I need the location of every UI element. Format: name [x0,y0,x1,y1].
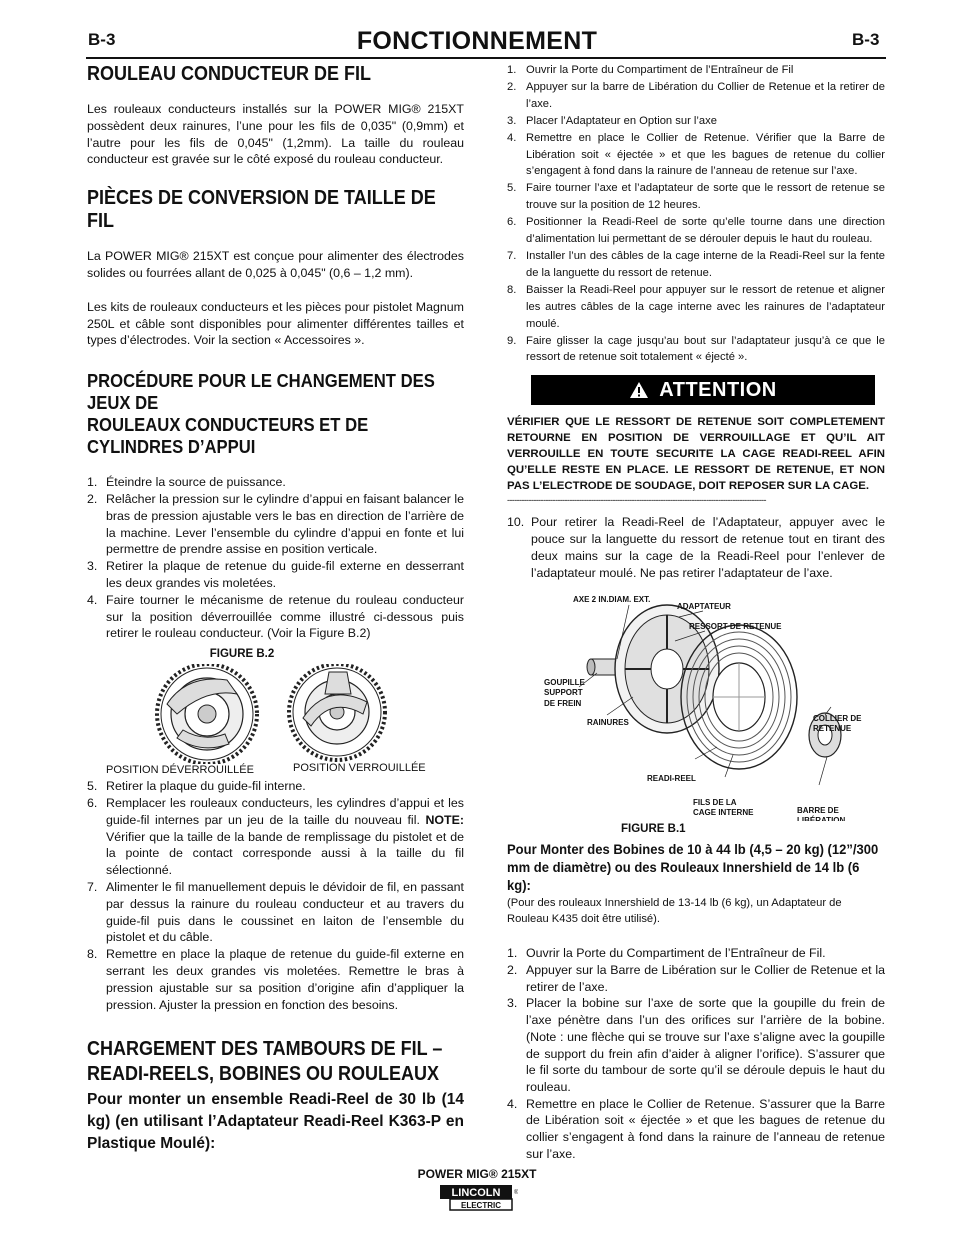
list-item [87,592,464,642]
list-item [507,130,885,181]
logo-registered-mark: ® [514,1190,518,1196]
procedure-steps-a [87,474,464,642]
step-text: Faire glisser la cage jusqu’au bout sur l’adaptateur jusqu’à ce que le ressort de retenue soit totalement « éjecté ». [526,334,885,364]
list-item [87,946,464,1013]
list-item [87,879,464,946]
figure-b2-label-locked: POSITION VERROUILLÉE [293,762,426,775]
warning-divider: ------------------------------------------------------------------------------------------------------------ [507,495,766,506]
section-title-chargement-line1: CHARGEMENT DES TAMBOURS DE FIL – [87,1038,443,1061]
step-text: Ouvrir la Porte du Compartiment de l’Entraîneur de Fil. [526,946,826,961]
list-item [87,558,464,592]
step-text: Faire tourner l’axe et l’adaptateur de sorte que le ressort de retenue se trouve sur la position de 12 heures. [526,182,885,212]
step-text: Ouvrir la Porte du Compartiment de l’Entraîneur de Fil [526,64,794,76]
right-column [507,60,885,1162]
readi-reel-diagram [507,587,885,821]
list-item [507,113,885,130]
label-adaptateur: ADAPTATEUR [677,602,731,612]
section-title-procedure-line2: ROULEAUX CONDUCTEURS ET DE CYLINDRES D’APPUI [87,414,369,458]
list-item [507,248,885,282]
attention-label: ATTENTION [659,378,777,401]
attention-banner [531,375,875,405]
step-text: Faire tourner le mécanisme de retenue du rouleau conducteur sur la position déverrouillée comme illustré ci-dessous puis retirer le rouleau conducteur. (Voir la Figure B.2) [106,592,464,641]
step-number: 7. [87,879,98,894]
section-title-procedure [87,370,465,458]
section-title-chargement [87,1037,463,1087]
step-text: Placer la bobine sur l’axe de sorte que la goupille du frein de l’axe pénètre dans l’un des orifices sur l’arrière de la bobine. (Note : une flèche qui se trouve sur l’axe s’aligne avec la goupille de support du frein afin d’aider à aligner l’orifice). S’assurer que le fil sorte du tambour de sorte qu’il se déroule depuis le haut du rouleau. [526,996,885,1094]
step-text-post: Vérifier que la taille de la bande de remplissage du pistolet et de la pointe de contact corresponde aussi à la taille du fil sélectionné. [106,829,464,878]
section-title-rouleau: ROULEAU CONDUCTEUR DE FIL [87,63,371,85]
step-number: 2. [507,80,517,93]
step-number: 8. [87,947,98,962]
paragraph-innershield-note: (Pour des rouleaux Innershield de 13-14 lb (6 kg), un Adaptateur de Rouleau K435 doit être utilisé). [507,897,842,926]
label-goupille-3: DE FREIN [544,699,582,709]
step-number: 3. [507,114,517,127]
step-text: Appuyer sur la Barre de Libération sur le Collier de Retenue et la retirer de l’axe. [526,962,885,994]
step-number: 4. [507,131,517,144]
warning-text: VÉRIFIER QUE LE RESSORT DE RETENUE SOIT COMPLETEMENT RETOURNE EN POSITION DE VERROUILLAGE ET QU’IL AIT VERROUILLE EN TOUTE SECURITE LA CAGE READI-REEL AFIN QU’ELLE RESTE EN PLACE. LE RESSORT DE RETENUE, ET NON PAS L’ELECTRODE DE SOUDAGE, DOIT REPOSER SUR LA CAGE. [507,416,885,492]
readi-reel-steps [507,62,885,366]
page-number-left: B-3 [88,30,116,49]
step-text: Positionner la Readi-Reel de sorte qu’elle tourne dans une direction d’alimentation lui permettant de se dérouler depuis le haut du rouleau. [526,216,885,246]
label-readi-reel: READI-REEL [647,774,696,784]
step-number: 1. [87,475,98,490]
step-text: Retirer la plaque de retenue du guide-fil externe en desserrant les deux grandes vis moletées. [106,559,464,590]
list-item [507,995,885,1095]
step-text: Relâcher la pression sur le cylindre d’appui en faisant balancer le bras de pression ajustable vers le bas en direction de l’arrière de la machine. Lever l’ensemble du cylindre d’appui en fonte et lui permettre de prendre assise en position verticale. [106,491,464,557]
warning-triangle-icon [629,381,649,399]
step-number: 9. [507,334,517,347]
label-rainures: RAINURES [587,718,629,728]
section-title-chargement-line2: READI-REELS, BOBINES OU ROULEAUX [87,1063,440,1086]
list-item [507,962,885,995]
step-number: 5. [507,182,517,195]
step-text: Alimenter le fil manuellement depuis le dévidoir de fil, en passant par dessus la rainure du rouleau conducteur et au travers du guide-fil puis dans le coussinet en laiton de l’ensemble du pistolet et du câble. [106,879,464,945]
logo-text-electric: ELECTRIC [461,1201,501,1210]
label-collier-2: RETENUE [813,724,852,734]
list-item [507,62,885,79]
step-number: 2. [507,962,518,977]
step-number: 1. [507,64,517,76]
list-item [507,514,885,581]
step-text: Remettre en place le Collier de Retenue. S’assurer que la Barre de Libération soit « éjectée » et que les bagues de retenue du collier s’engagent à fond dans la rainure de l’anneau de retenue sur l’axe. [526,1096,885,1161]
label-axe: AXE 2 IN.DIAM. EXT. [573,595,651,605]
step-number: 7. [507,249,517,262]
step-number: 10. [507,515,525,530]
step-text: Installer l’un des câbles de la cage interne de la Readi-Reel sur la fente de la languette du ressort de retenue. [526,249,885,279]
step-number: 6. [87,795,98,810]
list-item [507,1096,885,1163]
step-text-pre: Remplacer les rouleaux conducteurs, les cylindres d’appui et les guide-fil internes par un jeu de la taille du nouveau fil. [106,795,464,827]
list-item [507,79,885,113]
section-title-procedure-line1: PROCÉDURE POUR LE CHANGEMENT DES JEUX DE [87,370,435,414]
list-item [87,795,464,879]
step-text: Remettre en place la plaque de retenue du guide-fil externe en serrant les deux grandes vis moletées. Remettre le bras à pression ajustable sur sa position d’origine afin d’appliquer la pression. Ajuster la pression en fonction des besoins. [106,947,464,1012]
list-item [507,282,885,333]
footer-product-name: POWER MIG® 215XT [417,1167,537,1181]
procedure-steps-b [87,778,464,1013]
label-barre-1: BARRE DE [797,806,839,816]
page-title: FONCTIONNEMENT [356,27,598,55]
step-number: 3. [87,559,98,574]
list-item [507,945,885,962]
label-ressort: RESSORT DE RETENUE [689,622,782,632]
subtitle-bobines: Pour Monter des Bobines de 10 à 44 lb (4,5 – 20 kg) (12”/300 mm de diamètre) ou des Rouleaux Innershield de 14 lb (6 kg): [507,841,879,894]
step-number: 1. [507,946,518,961]
figure-b1 [507,587,885,821]
list-item [507,180,885,214]
step-number: 4. [507,1096,518,1111]
step-text: Éteindre la source de puissance. [106,475,286,490]
list-item [507,214,885,248]
step-text: Pour retirer la Readi-Reel de l’Adaptateur, appuyer avec le pouce sur la languette du ressort de retenue tout en tirant des deux mains sur la cage de la Readi-Reel pour l’enlever de l’adaptateur moulé. Ne pas retirer l’adaptateur de l’axe. [531,515,885,580]
left-column [87,60,464,1155]
figure-b2 [87,646,464,780]
list-item [87,778,464,795]
figure-b1-caption: FIGURE B.1 [621,823,686,836]
paragraph-pieces-1: La POWER MIG® 215XT est conçue pour alimenter des électrodes solides ou fourrées allant de 0,025 à 0,045" (0,6 – 1,2 mm). [87,249,464,280]
label-fils-1: FILS DE LA [693,798,737,808]
step-text: Remettre en place le Collier de Retenue. Vérifier que la Barre de Libération soit « éjectée » et que les bagues de retenue du collier s’engagent à fond dans la rainure de l’anneau de retenue sur l’axe. [526,131,885,178]
step-text: Baisser la Readi-Reel pour appuyer sur le ressort de retenue et aligner les autres câbles de la cage interne avec les rainures de l’adaptateur moulé. [526,283,885,330]
header-rule [86,57,886,59]
label-goupille-2: SUPPORT [544,688,583,698]
lincoln-electric-logo [440,1185,518,1211]
gear-locked-icon [289,664,385,760]
step-text: Placer l’Adaptateur en Option sur l’axe [526,114,717,127]
section-title-pieces: PIÈCES DE CONVERSION DE TAILLE DE FIL [87,187,436,233]
label-fils-2: CAGE INTERNE [693,808,754,818]
paragraph-pieces-2: Les kits de rouleaux conducteurs et les pièces pour pistolet Magnum 250L et câble sont disponibles pour alimenter différentes tailles et types d’électrodes. Voir la section « Accessoires ». [87,299,464,348]
bobine-steps [507,945,885,1162]
figure-b2-label-unlocked: POSITION DÉVERROUILLÉE [106,764,254,777]
subtitle-readi-reel: Pour monter un ensemble Readi-Reel de 30 lb (14 kg) (en utilisant l’Adaptateur Readi-Reel K363-P en Plastique Moulé): [87,1091,464,1153]
list-item [87,474,464,491]
step-number: 4. [87,592,98,607]
step-number: 6. [507,216,517,229]
step-number: 2. [87,491,98,506]
gear-unlocked-icon [157,664,257,764]
list-item [87,491,464,558]
step-number: 5. [87,779,98,794]
paragraph-rouleau: Les rouleaux conducteurs installés sur la POWER MIG® 215XT possèdent deux rainures, l’une pour les fils de 0,035" (0,9mm) et l’autre pour les fils de 0,045" (1,2mm). La taille du rouleau conducteur est gravée sur le côté exposé du rouleau conducteur. [87,102,464,167]
drive-roll-gears-illustration [87,664,464,764]
label-goupille-1: GOUPILLE [544,678,585,688]
logo-text-lincoln: LINCOLN [451,1187,501,1199]
label-barre-2: LIBÉRATION [797,816,846,822]
step-number: 3. [507,996,518,1011]
step-text: Appuyer sur la barre de Libération du Collier de Retenue et la retirer de l’axe. [526,80,885,110]
step-number: 8. [507,283,517,296]
list-item [507,333,885,367]
step-text: Retirer la plaque du guide-fil interne. [106,779,306,794]
figure-b2-caption: FIGURE B.2 [209,648,275,661]
note-label: NOTE: [425,812,464,827]
page-number-right: B-3 [852,30,880,49]
label-collier-1: COLLIER DE [813,714,862,724]
